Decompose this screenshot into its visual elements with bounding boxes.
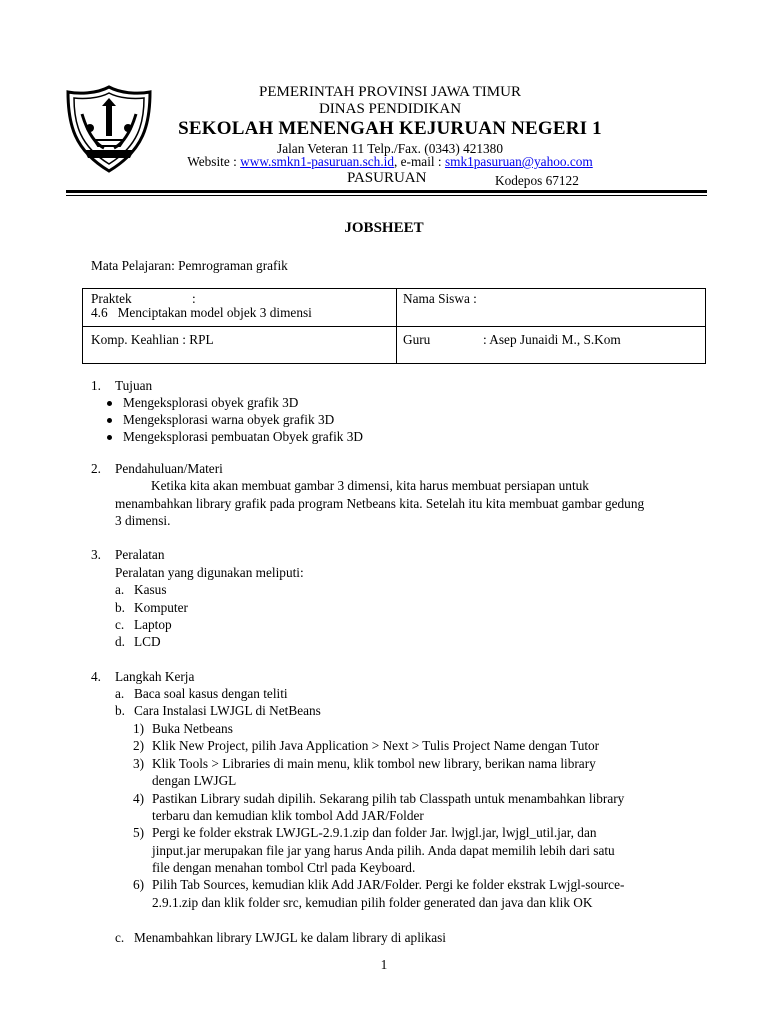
section-3-title: Peralatan [115,547,165,562]
section-4-number: 4. [91,669,101,684]
praktek-colon: : [192,291,196,306]
subject-line: Mata Pelajaran: Pemrograman grafik [91,258,288,273]
step-marker: 1) [133,721,145,736]
step-text: terbaru dan kemudian klik tombol Add JAR/Folder [152,808,424,823]
header-rule-thin [66,195,707,196]
city-name: PASURUAN [347,170,427,186]
section-4-title: Langkah Kerja [115,669,195,684]
equipment-intro: Peralatan yang digunakan meliputi: [115,565,304,580]
step-text: Klik Tools > Libraries di main menu, klik tombol new library, berikan nama library [152,756,596,771]
list-item: LCD [134,634,161,649]
step-marker: 5) [133,825,145,840]
email-label: , e-mail : [393,154,445,169]
list-item: Cara Instalasi LWJGL di NetBeans [134,703,321,718]
list-item: Laptop [134,617,172,632]
step-marker: 3) [133,756,145,771]
section-2-title: Pendahuluan/Materi [115,461,223,476]
student-name-label: Nama Siswa : [403,291,477,306]
section-1-title: Tujuan [115,378,153,393]
list-marker: b. [115,703,125,718]
intro-paragraph-line: menambahkan library grafik pada program Netbeans kita. Setelah itu kita membuat gambar gedung [115,496,645,511]
teacher-name: : Asep Junaidi M., S.Kom [483,332,621,347]
list-item: Mengeksplorasi pembuatan Obyek grafik 3D [123,429,364,444]
agency-line: PEMERINTAH PROVINSI JAWA TIMUR [259,84,521,100]
list-marker: a. [115,686,125,701]
step-text: dengan LWJGL [152,773,237,788]
list-marker: c. [115,930,125,945]
praktek-value: 4.6 Menciptakan model objek 3 dimensi [91,305,312,320]
website-link[interactable]: www.smkn1-pasuruan.sch.id [240,154,394,169]
bullet-icon [107,401,112,406]
page-number: 1 [380,957,388,972]
section-1-number: 1. [91,378,101,393]
list-item: Baca soal kasus dengan teliti [134,686,288,701]
list-item: Menambahkan library LWJGL ke dalam library di aplikasi [134,930,447,945]
step-marker: 2) [133,738,145,753]
step-text: Pergi ke folder ekstrak LWJGL-2.9.1.zip dan folder Jar. lwjgl.jar, lwjgl_util.jar, dan [152,825,597,840]
intro-paragraph-line: 3 dimensi. [115,513,171,528]
teacher-label: Guru [403,332,431,347]
section-3-number: 3. [91,547,101,562]
step-marker: 6) [133,877,145,892]
bullet-icon [107,418,112,423]
step-text: file dengan menahan tombol Ctrl pada Keyboard. [152,860,416,875]
step-text: 2.9.1.zip dan klik folder src, kemudian pilih folder generated dan java dan klik OK [152,895,593,910]
bullet-icon [107,435,112,440]
address-line: Jalan Veteran 11 Telp./Fax. (0343) 421380 [277,141,503,156]
email-link[interactable]: smk1pasuruan@yahoo.com [444,154,593,169]
postcode: Kodepos 67122 [495,173,579,188]
step-text: Buka Netbeans [152,721,233,736]
header-rule-thick [66,190,707,193]
school-name: SEKOLAH MENENGAH KEJURUAN NEGERI 1 [178,118,602,139]
list-item: Mengeksplorasi obyek grafik 3D [123,395,299,410]
praktek-label: Praktek [91,291,132,306]
east-java-crest-icon [64,84,154,174]
list-marker: b. [115,600,125,615]
intro-paragraph-line: Ketika kita akan membuat gambar 3 dimensi, kita harus membuat persiapan untuk [151,478,589,493]
step-marker: 4) [133,791,145,806]
list-marker: c. [115,617,125,632]
step-text: Pastikan Library sudah dipilih. Sekarang pilih tab Classpath untuk menambahkan library [152,791,625,806]
list-marker: d. [115,634,125,649]
list-item: Kasus [134,582,167,597]
section-2-number: 2. [91,461,101,476]
info-table [82,288,706,364]
step-text: jinput.jar merupakan file jar yang harus Anda pilih. Anda dapat memilih lebih dari satu [152,843,615,858]
document-title: JOBSHEET [344,220,424,236]
step-text: Klik New Project, pilih Java Application > Next > Tulis Project Name dengan Tutor [152,738,600,753]
website-label: Website : [187,154,241,169]
department-line: DINAS PENDIDIKAN [318,101,462,117]
competency-field: Komp. Keahlian : RPL [91,332,214,347]
list-item: Mengeksplorasi warna obyek grafik 3D [123,412,335,427]
contact-line [160,154,620,170]
list-item: Komputer [134,600,188,615]
table-divider-horizontal [83,326,705,327]
step-text: Pilih Tab Sources, kemudian klik Add JAR/Folder. Pergi ke folder ekstrak Lwjgl-source- [152,877,625,892]
list-marker: a. [115,582,125,597]
